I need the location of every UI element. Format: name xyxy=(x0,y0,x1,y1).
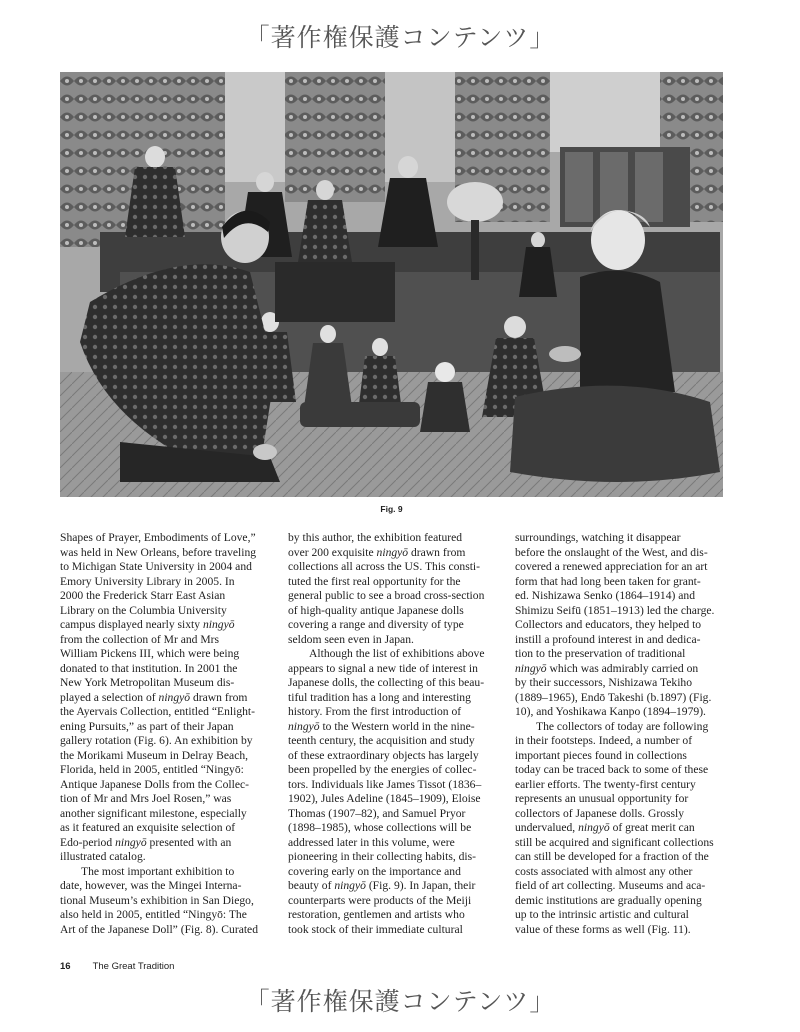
text-line: tuted the first real opportunity for the xyxy=(288,574,461,588)
text-line: covering early on the importance and xyxy=(288,864,461,878)
text-line: restoration, gentlemen and artists who xyxy=(288,908,465,921)
text-line: earlier efforts. The twenty-first century xyxy=(515,777,696,791)
text-line: illustrated catalog. xyxy=(60,850,146,863)
section-title: The Great Tradition xyxy=(92,961,175,972)
text-line: surroundings, watching it disappear xyxy=(515,531,681,544)
text-line: before the onslaught of the West, and dis- xyxy=(515,545,708,559)
text-line: the Morikami Museum in Delray Beach, xyxy=(60,748,249,762)
text-line: The collectors of today are following xyxy=(536,719,709,733)
text-column-1 xyxy=(60,531,272,937)
text-line: Thomas (1907–82), and Samuel Pryor xyxy=(288,806,466,820)
text-line: William Pickens III, which were being xyxy=(60,647,240,660)
text-line: history. From the first introduction of xyxy=(288,705,462,718)
text-line: in their footsteps. Indeed, a number of xyxy=(515,734,693,747)
text-line: by their successors, Nishizawa Tekiho xyxy=(515,676,693,689)
text-line: Library on the Columbia University xyxy=(60,603,227,617)
text-line: Collectors and educators, they helped to xyxy=(515,618,702,631)
text-line: gallery rotation (Fig. 6). An exhibition by xyxy=(60,734,253,747)
text-column-2 xyxy=(288,531,500,937)
text-line: pioneering in their collecting habits, dis- xyxy=(288,850,477,863)
text-line: addressed later in this volume, were xyxy=(288,835,455,849)
text-line: ed. Nishizawa Senko (1864–1914) and xyxy=(515,589,695,602)
text-line: The most important exhibition to xyxy=(81,864,235,878)
text-line: Art of the Japanese Doll” (Fig. 8). Curated xyxy=(60,922,259,936)
text-line: Edo-period ningyō presented with an xyxy=(60,835,232,849)
text-line: also held in 2005, entitled “Ningyō: The xyxy=(60,908,247,921)
text-line: today can be traced back to some of these xyxy=(515,763,709,776)
text-line: ningyō to the Western world in the nine- xyxy=(288,719,475,733)
text-line: demic institutions are gradually opening xyxy=(515,893,702,907)
text-line: as it featured an exquisite selection of xyxy=(60,821,236,834)
text-line: ningyō which was admirably carried on xyxy=(515,661,699,675)
text-line: donated to that institution. In 2001 the xyxy=(60,661,238,675)
text-line: was held in New Orleans, before traveling xyxy=(60,545,257,559)
text-line: Shimizu Seifū (1851–1913) led the charge. xyxy=(515,603,715,617)
text-line: tional Museum’s exhibition in San Diego, xyxy=(60,893,254,907)
text-line: important pieces found in collections xyxy=(515,748,687,762)
text-line: the Ayervais Collection, entitled “Enlight- xyxy=(60,705,256,718)
text-line: undervalued, ningyō of great merit can xyxy=(515,821,695,834)
curtain-center xyxy=(285,72,385,202)
text-line: (1889–1965), Endō Takeshi (b.1897) (Fig. xyxy=(515,690,712,704)
text-line: collectors of Japanese dolls. Grossly xyxy=(515,806,685,820)
text-line: took stock of their immediate cultural xyxy=(288,922,463,936)
text-line: by this author, the exhibition featured xyxy=(288,531,463,544)
text-line: Emory University Library in 2005. In xyxy=(60,574,235,588)
text-line: another significant milestone, especially xyxy=(60,806,247,820)
text-line: Japanese dolls, the collecting of this beau- xyxy=(288,676,485,689)
text-line: 2000 the Frederick Starr East Asian xyxy=(60,589,226,602)
text-line: teenth century, the acquisition and study xyxy=(288,734,475,747)
text-line: of high-quality antique Japanese dolls xyxy=(288,603,464,617)
text-line: tiful tradition has a long and interesting xyxy=(288,690,471,704)
text-line: Although the list of exhibitions above xyxy=(309,647,485,660)
text-line: been propelled by the energies of collec- xyxy=(288,763,477,776)
text-line: over 200 exquisite ningyō drawn from xyxy=(288,545,466,559)
text-line: Florida, held in 2005, entitled “Ningyō: xyxy=(60,763,244,776)
text-line: tion to the preservation of traditional xyxy=(515,647,686,660)
text-line: can still be developed for a fraction of the xyxy=(515,850,709,863)
text-line: appears to signal a new tide of interest in xyxy=(288,661,478,675)
text-line: from the collection of Mr and Mrs xyxy=(60,632,220,646)
watermark-top: 「著作権保護コンテンツ」 xyxy=(244,23,556,52)
figure-9-photo xyxy=(60,72,723,497)
watermark-bottom: 「著作権保護コンテンツ」 xyxy=(244,987,556,1016)
photo-illustration xyxy=(60,72,723,497)
text-line: of these extraordinary objects has largely xyxy=(288,748,479,762)
text-line: costs associated with almost any other xyxy=(515,864,693,878)
page-footer xyxy=(60,961,174,972)
text-line: Shapes of Prayer, Embodiments of Love,” xyxy=(60,531,256,544)
text-line: general public to see a broad cross-section xyxy=(288,589,485,602)
text-line: campus displayed nearly sixty ningyō xyxy=(60,618,235,631)
text-line: date, however, was the Mingei Interna- xyxy=(60,879,242,892)
page-number: 16 xyxy=(60,961,71,972)
text-line: covering a range and diversity of type xyxy=(288,618,464,631)
text-line: (1898–1985), whose collections will be xyxy=(288,821,472,834)
text-line: New York Metropolitan Museum dis- xyxy=(60,676,235,689)
text-column-3 xyxy=(515,531,727,937)
text-line: collections all across the US. This consti- xyxy=(288,560,481,573)
text-line: value of these forms as well (Fig. 11). xyxy=(515,922,691,936)
text-line: to Michigan State University in 2004 and xyxy=(60,560,252,573)
text-line: tors. Individuals like James Tissot (1836– xyxy=(288,777,482,791)
text-line: seldom seen even in Japan. xyxy=(288,632,414,646)
text-line: 10), and Yoshikawa Kanpo (1894–1979). xyxy=(515,705,706,718)
text-line: covered a renewed appreciation for an art xyxy=(515,560,708,573)
text-line: field of art collecting. Museums and aca- xyxy=(515,879,706,892)
text-line: tion of Mr and Mrs Joel Rosen,” was xyxy=(60,792,232,805)
text-line: 1902), Jules Adeline (1845–1909), Eloise xyxy=(288,792,481,805)
text-line: beauty of ningyō (Fig. 9). In Japan, their xyxy=(288,879,476,892)
text-line: represents an unusual opportunity for xyxy=(515,792,689,805)
text-line: ening Pursuits,” as part of their Japan xyxy=(60,719,234,733)
text-line: up to the intrinsic artistic and cultural xyxy=(515,908,689,921)
text-line: form that had long been taken for grant- xyxy=(515,574,701,588)
text-line: played a selection of ningyō drawn from xyxy=(60,690,248,704)
text-line: Antique Japanese Dolls from the Collec- xyxy=(60,777,249,791)
text-line: instill a profound interest in and dedica- xyxy=(515,632,701,646)
figure-caption: Fig. 9 xyxy=(380,504,403,514)
text-line: counterparts were products of the Meiji xyxy=(288,893,472,907)
text-line: still be acquired and significant collections xyxy=(515,835,714,849)
